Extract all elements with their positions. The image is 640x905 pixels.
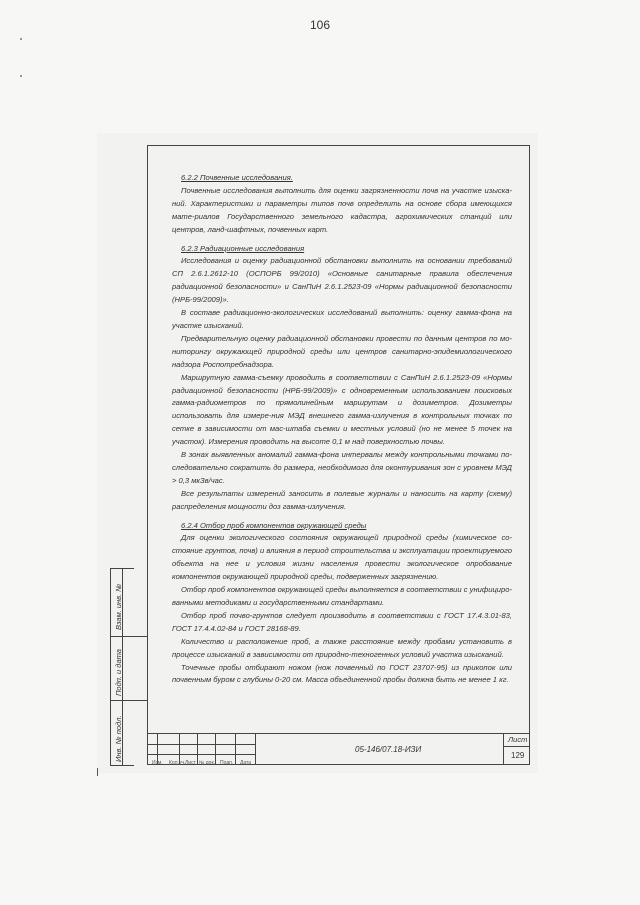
paragraph: Все результаты измерений заносить в полевые журналы и наносить на карту (схему) распределения мощности доз гамма-излучения. [172, 488, 512, 511]
section-heading: 6.2.4 Отбор проб компонентов окружающей среды [181, 520, 367, 530]
sheet-label: Лист [508, 735, 528, 744]
document-body [172, 166, 512, 687]
side-label-sign-date: Подп. и дата [114, 649, 123, 696]
stamp-header: Кол.уч. [169, 760, 186, 766]
side-label-replace-inv: Взам. инв. № [114, 583, 123, 630]
paragraph: Отбор проб компонентов окружающей среды выполняется в соответствии с унифициро-ванными методиками и государственными стандартами. [172, 585, 512, 607]
side-divider [110, 700, 147, 701]
paragraph: В зонах выявленных аномалий гамма-фона интервалы между контрольными точками по-следовательно сократить до размера, необходимого для оконтуривания зон с уровнем МЭД > 0,3 мкЗв/час. [172, 450, 512, 485]
stamp-header: Дата [240, 760, 252, 766]
page-number: 106 [309, 18, 331, 32]
scan-mark [97, 768, 98, 776]
side-stamp-col [122, 568, 147, 766]
scan-speck [20, 75, 22, 77]
paragraph: Отбор проб почво-грунтов следует производить в соответствии с ГОСТ 17.4.3.01-83, ГОСТ 17.4.4.02-84 и ГОСТ 28168-89. [172, 610, 512, 633]
side-label-orig-inv: Инв. № подл. [114, 715, 123, 762]
section-heading: 6.2.3 Радиационные исследования [181, 243, 305, 253]
paragraph: Точечные пробы отбирают ножом (нож почвенный по ГОСТ 23707-95) из прикопок или почвенным буром с глубины 0-20 см. Масса объединенной пробы должна быть не менее 1 кг. [172, 662, 512, 685]
side-divider [110, 636, 147, 637]
section-heading: 6.2.2 Почвенные исследования. [181, 173, 293, 182]
paragraph: Предварительную оценку радиационной обстановки провести по данным центров по мо-ниторингу окружающей природной среды или центров санитарно-эпидемиологического надзора Роспотребнадзора. [172, 333, 512, 369]
stamp-header: Изм. [152, 760, 163, 766]
scan-speck [20, 38, 22, 40]
paragraph: Исследования и оценку радиационной обстановки выполнить на основании требований СП 2.6.1.2612-10 (ОСПОРБ 99/2010) «Основные санитарные правила обеспечения радиационной безопасности» и СанПиН 2.6.1.2523-09 «Нормы радиационной безопасности (НРБ-99/2009)». [172, 256, 512, 305]
stamp-header: Лист [185, 760, 196, 766]
paragraph: Маршрутную гамма-съемку проводить в соответствии с СанПиН 2.6.1.2523-09 «Нормы радиационной безопасности (НРБ-99/2009)» с одновременным использованием поисковых гамма-радиометров по прямолинейным маршрутам и дозиметров. Дозиметры использовать для измере-ния МЭД внешнего гамма-излучения в контрольных точках по сетке в зависимости от мас-штаба съемки и местных условий (но не менее 5 точек на участок). Измерения проводить на высоте 0,1 м над поверхностью почвы. [172, 372, 512, 447]
stamp-header: Подп. [220, 760, 234, 766]
sheet-number: 129 [511, 751, 525, 760]
paragraph: Количество и расположение проб, а также расстояние между пробами установить в процессе изысканий в зависимости от природно-техногенных условий участка изысканий. [172, 636, 512, 659]
paragraph: В составе радиационно-экологических исследований выполнить: оценку гамма-фона на участке изысканий. [172, 308, 512, 330]
document-code: 05-146/07.18-ИЗИ [355, 745, 422, 754]
paragraph: Почвенные исследования выполнить для оценки загрязненности почв на участке изыска-ний. Характеристики и параметры типов почв определить на основе сбора имеющихся мате-риалов Государственного земельного кадастра, агрохимических станций или центров, ланд-шафтных, почвенных карт. [172, 185, 512, 234]
stamp-header: № док. [199, 760, 216, 766]
paragraph: Для оценки экологического состояния окружающей природной среды (химическое со-стояние грунтов, почв) и влияния в период строительства и эксплуатации проектируемого объекта на нее и условия жизни населения провести экологическое опробование компонентов окружающей природной среды, подверженных загрязнению. [172, 533, 512, 582]
